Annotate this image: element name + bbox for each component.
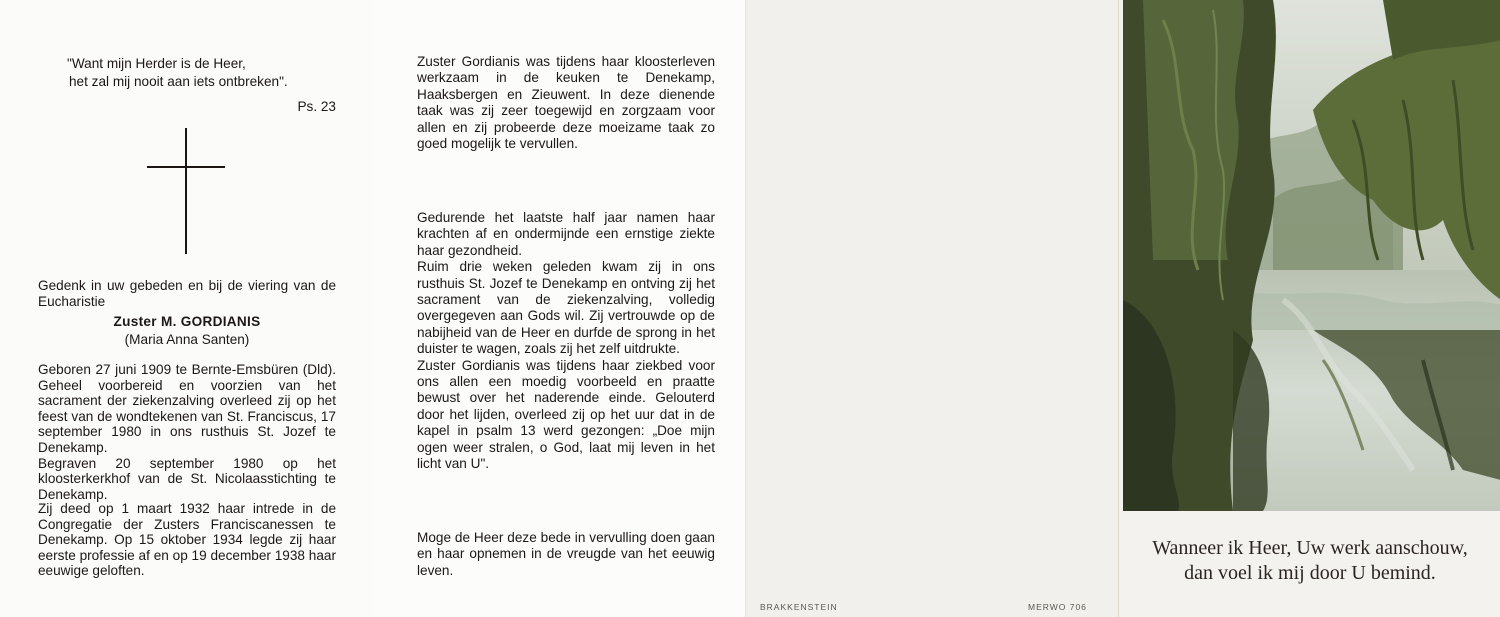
closing-paragraph: Moge de Heer deze bede in vervulling doen gaan en haar opnemen in de vreugde van het eeuwig leven. bbox=[417, 530, 715, 578]
birth-name: (Maria Anna Santen) bbox=[124, 332, 250, 347]
illness-text-block bbox=[417, 210, 715, 473]
card-inside-left bbox=[0, 0, 373, 617]
biography-block bbox=[38, 362, 336, 502]
life-paragraph: Zuster Gordianis was tijdens haar kloosterleven werkzaam in de keuken te Denekamp, Haaksbergen en Zieuwent. In deze dienende taak was zij zeer toegewijd en zorgzaam voor allen en zij probeerde deze moeizame taak zo goed mogelijk te vervullen. bbox=[417, 54, 715, 152]
willow-pond-image bbox=[1123, 0, 1500, 511]
card-inside-right bbox=[373, 0, 745, 617]
biography-paragraph: Zij deed op 1 maart 1932 haar intrede in de Congregatie der Zusters Franciscanessen te Denekamp. Op 15 oktober 1934 legde zij haar eerste professie af en op 19 december 1938 haar eeuwige geloften. bbox=[38, 501, 336, 579]
illness-paragraph: Gedurende het laatste half jaar namen haar krachten af en ondermijnde een ernstige ziekte haar gezondheid. bbox=[417, 210, 715, 258]
closing-prayer bbox=[417, 530, 715, 579]
illness-paragraph: Zuster Gordianis was tijdens haar ziekbed voor ons allen een moedig voorbeeld en praatte bewust over het naderende einde. Gelouterd door het lijden, overleed zij op het uur dat in de kapel in psalm 13 werd gezongen: „Doe mijn ogen weer stralen, o God, laat mij leven in het licht van U". bbox=[417, 357, 715, 472]
life-text-block bbox=[417, 54, 715, 152]
psalm-quote bbox=[67, 55, 339, 91]
psalm-reference: Ps. 23 bbox=[297, 99, 336, 114]
psalm-quote-line2: het zal mij nooit aan iets ontbreken". bbox=[69, 74, 288, 89]
card-back-cover bbox=[745, 0, 1118, 617]
publisher-mark: BRAKKENSTEIN bbox=[760, 602, 838, 612]
biography-paragraph: Geboren 27 juni 1909 te Bernte-Emsbüren (Dld). Geheel voorbereid en voorzien van het sacrament der ziekenzalving overleed zij op het feest van de wondtekenen van St. Franciscus, 17 september 1980 in ons rusthuis St. Jozef te Denekamp. bbox=[38, 362, 336, 455]
psalm-quote-line1: "Want mijn Herder is de Heer, bbox=[67, 56, 246, 71]
card-front-cover bbox=[1118, 0, 1500, 617]
remembrance-line: Gedenk in uw gebeden en bij de viering van de Eucharistie bbox=[38, 278, 336, 310]
print-code: MERWO 706 bbox=[1028, 602, 1087, 612]
cover-verse bbox=[1119, 536, 1500, 586]
biography-paragraph: Begraven 20 september 1980 op het kloosterkerkhof van de St. Nicolaasstichting te Denekamp. bbox=[38, 455, 336, 502]
profession-block bbox=[38, 501, 336, 579]
illness-paragraph: Ruim drie weken geleden kwam zij in ons rusthuis St. Jozef te Denekamp en ontving zij het sacrament van de ziekenzalving, volledig overgegeven aan Gods wil. Zij vertrouwde op de nabijheid van de Heer en durfde de sprong in het duister te wagen, zoals zij het zelf uitdrukte. bbox=[417, 259, 715, 357]
cover-verse-line2: dan voel ik mij door U bemind. bbox=[1184, 562, 1436, 584]
deceased-name: Zuster M. GORDIANIS bbox=[113, 314, 261, 329]
cover-verse-line1: Wanneer ik Heer, Uw werk aanschouw, bbox=[1152, 537, 1468, 559]
